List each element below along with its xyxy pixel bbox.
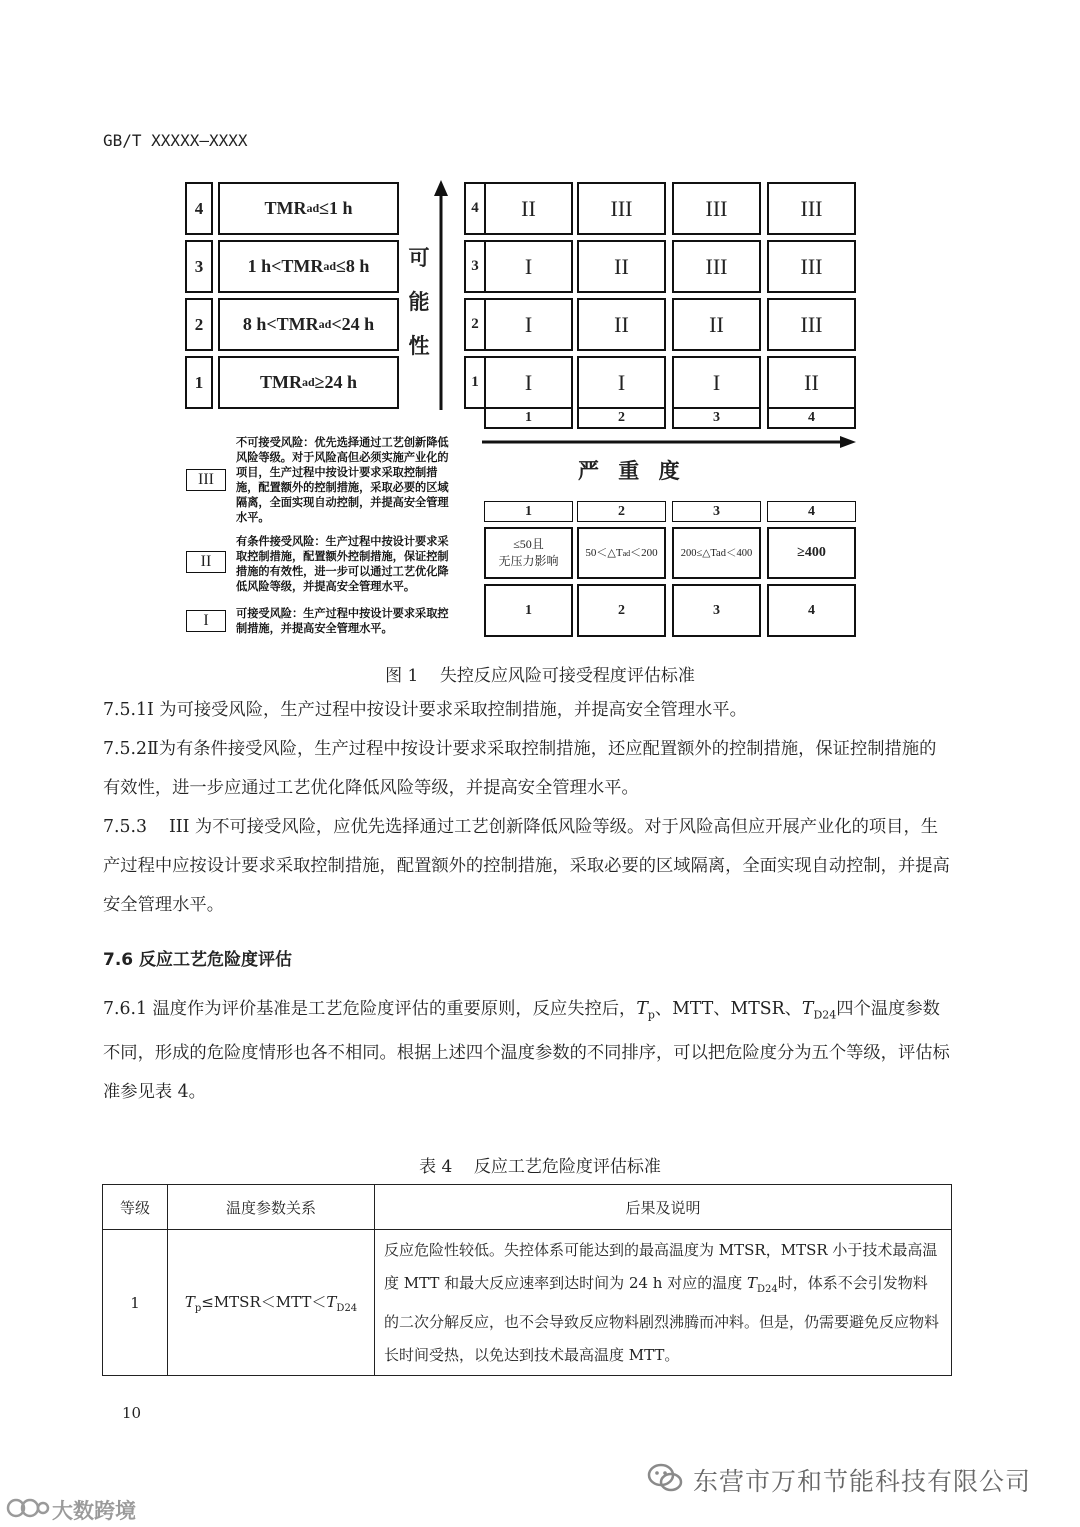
matrix-cell: I xyxy=(672,356,761,409)
watermark-logo-icon xyxy=(6,1495,50,1521)
table-header-consequence: 后果及说明 xyxy=(375,1185,952,1230)
tmr-criterion-4: TMR ad ≤1 h xyxy=(218,182,399,235)
figure-caption: 图 1 失控反应风险可接受程度评估标准 xyxy=(385,666,695,686)
table-caption: 表 4 反应工艺危险度评估标准 xyxy=(419,1157,661,1177)
table-row xyxy=(103,1230,952,1376)
severity-criterion-4: ≥400 xyxy=(767,527,856,579)
severity-header-4: 4 xyxy=(767,501,856,522)
matrix-cell: I xyxy=(484,240,573,293)
severity-criterion-1: ≤50且 无压力影响 xyxy=(484,527,573,579)
legend-level-i: I xyxy=(186,610,226,632)
severity-header-3: 3 xyxy=(672,501,761,522)
matrix-cell: III xyxy=(767,182,856,235)
table-header-row xyxy=(103,1185,952,1230)
matrix-cell: II xyxy=(577,298,666,351)
paragraph-7-6-1: 7.6.1 温度作为评价基准是工艺危险度评估的重要原则，反应失控后，$T_p$、MTT、MTSR、$T_{D24}$四个温度参数不同，形成的危险度情形也各不相同。根据上述四个温度参数的不同排序，可以把危险度分为五个等级，评估标准参见表 4。 xyxy=(103,999,950,1103)
table-cell-relation: $T_p\le MTSR<MTT<T_{D24}$ xyxy=(168,1230,375,1376)
matrix-cell: II xyxy=(672,298,761,351)
matrix-row-label: 4 xyxy=(464,182,484,235)
wechat-icon xyxy=(647,1462,683,1494)
legend-text-iii: 不可接受风险：优先选择通过工艺创新降低风险等级。对于风险高但必须实施产业化的项目，生产过程中按设计要求采取控制措施，配置额外的控制措施，采取必要的区域隔离，全面实现自动控制，并提高安全管理水平。 xyxy=(236,436,449,524)
matrix-cell: II xyxy=(767,356,856,409)
severity-criterion-3: 200≤△Tad＜400 xyxy=(672,527,761,579)
page-number: 10 xyxy=(122,1404,142,1422)
risk-level-table xyxy=(102,1184,952,1376)
likelihood-level-2: 2 xyxy=(185,298,213,351)
paragraph-7-5-3: 7.5.3 III 为不可接受风险，应优先选择通过工艺创新降低风险等级。对于风险高但应开展产业化的项目，生产过程中应按设计要求采取控制措施，配置额外的控制措施，采取必要的区域隔离，全面实现自动控制，并提高安全管理水平。 xyxy=(103,817,950,915)
likelihood-level-1: 1 xyxy=(185,356,213,409)
section-heading-7-6: 7.6 反应工艺危险度评估 xyxy=(103,950,293,970)
table-cell-level: 1 xyxy=(103,1230,168,1376)
matrix-cell: II xyxy=(484,182,573,235)
severity-value-4: 4 xyxy=(767,584,856,637)
legend-level-iii: III xyxy=(186,469,226,491)
matrix-cell: III xyxy=(577,182,666,235)
severity-criterion-2: 50＜△T ad ＜200 xyxy=(577,527,666,579)
matrix-cell: II xyxy=(577,240,666,293)
company-watermark: 东营市万和节能科技有限公司 xyxy=(693,1467,1032,1496)
severity-value-1: 1 xyxy=(484,584,573,637)
severity-header-1: 1 xyxy=(484,501,573,522)
doc-code: GB/T XXXXX—XXXX xyxy=(103,131,248,150)
paragraph-7-5-2: 7.5.2Ⅱ为有条件接受风险，生产过程中按设计要求采取控制措施，还应配置额外的控制措施，保证控制措施的有效性，进一步应通过工艺优化降低风险等级，并提高安全管理水平。 xyxy=(103,739,937,798)
severity-header-2: 2 xyxy=(577,501,666,522)
tmr-criterion-2: 8 h<TMR ad <24 h xyxy=(218,298,399,351)
table-header-level: 等级 xyxy=(103,1185,168,1230)
matrix-cell: III xyxy=(672,182,761,235)
matrix-column-label: 3 xyxy=(672,409,761,429)
legend-text-i: 可接受风险：生产过程中按设计要求采取控制措施，并提高安全管理水平。 xyxy=(236,607,449,635)
matrix-cell: I xyxy=(484,356,573,409)
likelihood-axis-arrow xyxy=(430,180,452,412)
matrix-row-label: 3 xyxy=(464,240,484,293)
likelihood-axis-label: 可能性 xyxy=(408,246,430,358)
legend-level-ii: II xyxy=(186,551,226,573)
matrix-column-label: 4 xyxy=(767,409,856,429)
severity-value-3: 3 xyxy=(672,584,761,637)
paragraph-7-5-1: 7.5.1I 为可接受风险，生产过程中按设计要求采取控制措施，并提高安全管理水平。 xyxy=(103,700,747,720)
matrix-cell: I xyxy=(484,298,573,351)
matrix-column-label: 2 xyxy=(577,409,666,429)
matrix-column-label: 1 xyxy=(484,409,573,429)
likelihood-level-3: 3 xyxy=(185,240,213,293)
severity-axis-label: 严 重 度 xyxy=(578,459,680,483)
tmr-criterion-1: TMR ad ≥24 h xyxy=(218,356,399,409)
table-cell-consequence: 反应危险性较低。失控体系可能达到的最高温度为 MTSR，MTSR 小于技术最高温度 MTT 和最大反应速率到达时间为 24 h 对应的温度 $T_{D24}$时，体系不会引发物料的二次分解反应，也不会导致反应物料剧烈沸腾而冲料。但是，仍需要避免反应物料长时间受热，以免达到技术最高温度 MTT。 xyxy=(375,1230,952,1376)
matrix-cell: III xyxy=(672,240,761,293)
severity-value-2: 2 xyxy=(577,584,666,637)
likelihood-level-4: 4 xyxy=(185,182,213,235)
matrix-cell: I xyxy=(577,356,666,409)
tmr-criterion-3: 1 h<TMR ad ≤8 h xyxy=(218,240,399,293)
watermark-text: 大数跨境 xyxy=(52,1499,136,1523)
matrix-cell: III xyxy=(767,240,856,293)
table-header-relation: 温度参数关系 xyxy=(168,1185,375,1230)
severity-axis-arrow xyxy=(482,434,858,450)
legend-text-ii: 有条件接受风险：生产过程中按设计要求采取控制措施，配置额外控制措施，保证控制措施的有效性，进一步可以通过工艺优化降低风险等级，并提高安全管理水平。 xyxy=(236,535,449,593)
matrix-row-label: 1 xyxy=(464,356,484,409)
matrix-row-label: 2 xyxy=(464,298,484,351)
matrix-cell: III xyxy=(767,298,856,351)
